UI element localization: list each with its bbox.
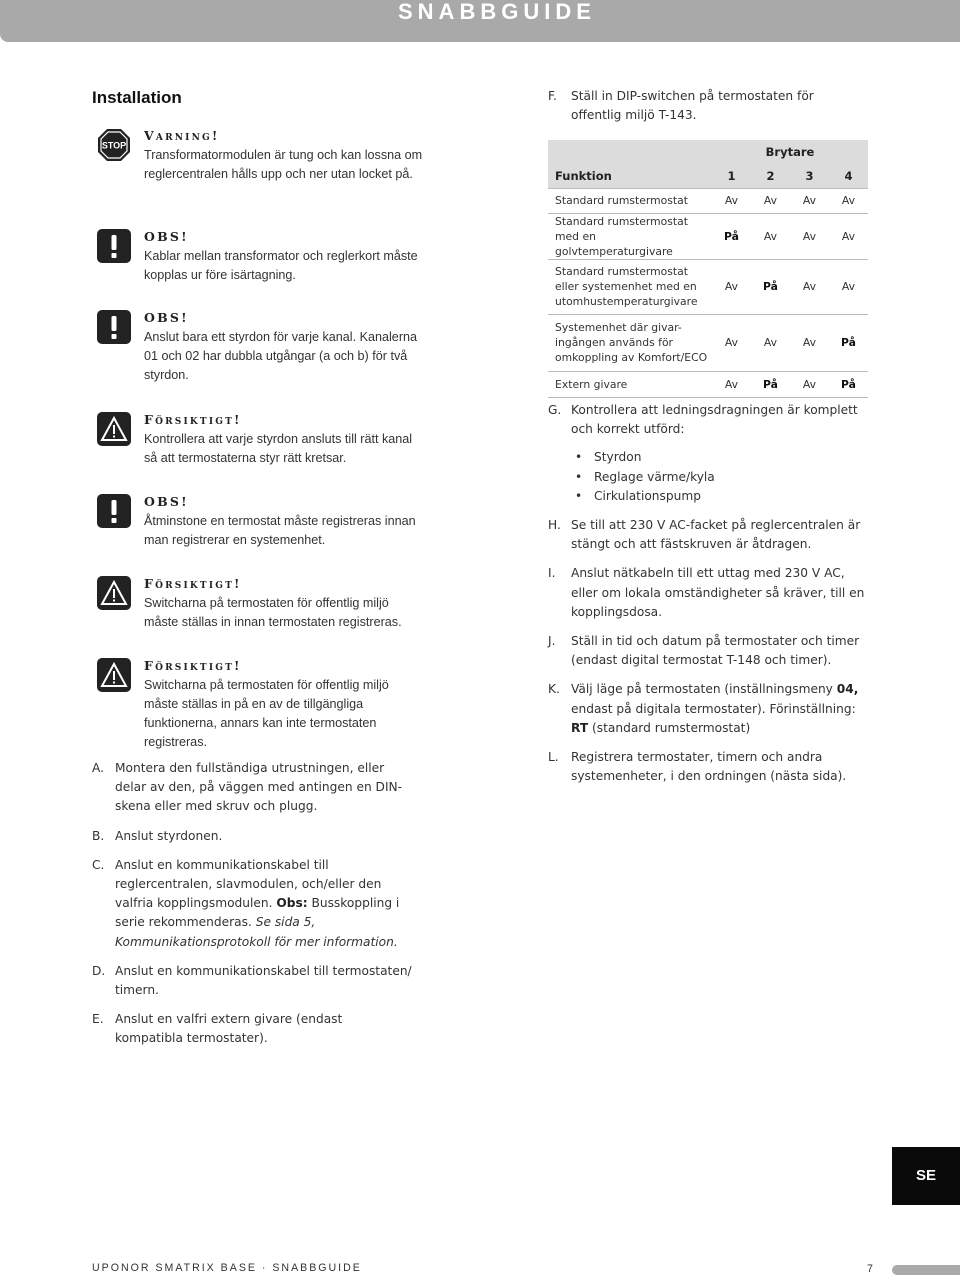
table-row bbox=[548, 188, 868, 213]
col-header: 4 bbox=[829, 164, 868, 188]
note-text: Switcharna på termostaten för offentlig miljö måste ställas in på en av de tillgängliga funktionerna, annars kan inte termostaten registreras. bbox=[144, 678, 389, 749]
exclamation-icon bbox=[97, 494, 131, 528]
cell: Av bbox=[751, 188, 790, 213]
steps-right-top bbox=[548, 87, 868, 125]
cell: På bbox=[751, 371, 790, 397]
menu-number: 04, bbox=[836, 682, 859, 697]
step-text: Ställ in DIP-switchen på termostaten för offentlig miljö T-143. bbox=[571, 89, 814, 123]
cell: Av bbox=[790, 259, 829, 314]
step-letter: C. bbox=[92, 857, 105, 872]
step-g bbox=[548, 401, 868, 506]
row-label: Systemenhet där givar-ingången används för omkoppling av Komfort/ECO bbox=[548, 314, 712, 371]
step-e bbox=[92, 1010, 414, 1048]
table-row bbox=[548, 213, 868, 259]
step-d bbox=[92, 962, 414, 1000]
step-letter: K. bbox=[548, 682, 560, 697]
step-letter: D. bbox=[92, 963, 106, 978]
col-header: 1 bbox=[712, 164, 751, 188]
page-number: 7 bbox=[867, 1263, 873, 1275]
cell: Av bbox=[712, 259, 751, 314]
row-label: Standard rumstermostat med en golvtemperaturgivare bbox=[548, 213, 712, 259]
language-tab: SE bbox=[892, 1147, 960, 1205]
step-text: Kontrollera att ledningsdragningen är komplett och korrekt utförd: bbox=[571, 403, 858, 437]
step-text: Anslut en kommunikationskabel till reglercentralen, slavmodulen, och/eller den valfria kopplingsmodulen. Obs: Busskoppling i serie rekommenderas. Se sida 5, Kommunikationsprotokoll för mer information. bbox=[115, 857, 400, 949]
cell: Av bbox=[790, 371, 829, 397]
steps-left bbox=[92, 759, 414, 1049]
dip-switch-table bbox=[548, 140, 868, 398]
step-letter: J. bbox=[548, 634, 556, 649]
row-label: Standard rumstermostat bbox=[548, 188, 712, 213]
list-item: • Reglage värme/kyla bbox=[571, 468, 868, 487]
footer-text: UPONOR SMATRIX BASE · SNABBGUIDE bbox=[92, 1262, 362, 1274]
note-text: Åtminstone en termostat måste registreras innan man registrerar en systemenhet. bbox=[144, 514, 416, 547]
table-header-row bbox=[548, 164, 868, 188]
col-header: 3 bbox=[790, 164, 829, 188]
obs-label: Obs: bbox=[276, 896, 308, 911]
cell: På bbox=[712, 213, 751, 259]
cell: På bbox=[829, 314, 868, 371]
cell: Av bbox=[829, 213, 868, 259]
steps-right bbox=[548, 401, 868, 786]
step-text: Registrera termostater, timern och andra systemenheter, i den ordningen (nästa sida). bbox=[571, 750, 847, 784]
note-text: Kontrollera att varje styrdon ansluts till rätt kanal så att termostaterna styr rätt kretsar. bbox=[144, 432, 413, 465]
note-title: Varning! bbox=[144, 128, 220, 143]
svg-text:STOP: STOP bbox=[101, 140, 127, 151]
cell: På bbox=[829, 371, 868, 397]
step-h bbox=[548, 516, 868, 554]
row-label: Extern givare bbox=[548, 371, 712, 397]
note-title: OBS! bbox=[144, 310, 189, 325]
page-tab-bar bbox=[892, 1265, 960, 1275]
brytare-header: Brytare bbox=[751, 140, 829, 164]
step-i bbox=[548, 564, 868, 622]
step-letter: B. bbox=[92, 828, 105, 843]
cell: Av bbox=[790, 188, 829, 213]
note-text: Switcharna på termostaten för offentlig miljö måste ställas in innan termostaten registreras. bbox=[144, 596, 402, 629]
cell: Av bbox=[712, 188, 751, 213]
section-title: Installation bbox=[92, 88, 182, 107]
table-row bbox=[548, 371, 868, 397]
step-b bbox=[92, 827, 414, 846]
stop-icon bbox=[97, 128, 131, 162]
header-banner bbox=[0, 0, 960, 42]
step-letter: E. bbox=[92, 1012, 104, 1027]
row-label: Standard rumstermostat eller systemenhet med en utomhustemperaturgivare bbox=[548, 259, 712, 314]
step-c bbox=[92, 856, 414, 952]
cell: Av bbox=[751, 213, 790, 259]
step-text: Anslut styrdonen. bbox=[115, 828, 223, 843]
cell: Av bbox=[829, 188, 868, 213]
step-f bbox=[548, 87, 868, 125]
reference-text: Se sida 5, Kommunikationsprotokoll för mer information. bbox=[115, 915, 398, 949]
default-mode: RT bbox=[571, 720, 589, 735]
note-title: Försiktigt! bbox=[144, 658, 242, 673]
note-title: OBS! bbox=[144, 229, 189, 244]
step-text: Se till att 230 V AC-facket på reglercentralen är stängt och att fästskruven är åtdragen. bbox=[571, 518, 861, 552]
list-item: • Styrdon bbox=[571, 448, 868, 467]
note-title: OBS! bbox=[144, 494, 189, 509]
step-letter: A. bbox=[92, 761, 104, 775]
cell: På bbox=[751, 259, 790, 314]
cell: Av bbox=[829, 259, 868, 314]
bullet-list bbox=[571, 448, 868, 506]
cell: Av bbox=[790, 213, 829, 259]
step-text: Anslut en valfri extern givare (endast kompatibla termostater). bbox=[115, 1012, 343, 1046]
col-header: 2 bbox=[751, 164, 790, 188]
step-letter: F. bbox=[548, 89, 557, 103]
note-text: Transformatormodulen är tung och kan lossna om reglercentralen hålls upp och ner utan locket på. bbox=[144, 148, 423, 181]
cell: Av bbox=[751, 314, 790, 371]
note-text: Kablar mellan transformator och reglerkort måste kopplas ur före isärtagning. bbox=[144, 249, 418, 282]
cell: Av bbox=[712, 371, 751, 397]
step-k bbox=[548, 680, 868, 738]
funktion-header: Funktion bbox=[548, 164, 712, 188]
note-title: Försiktigt! bbox=[144, 576, 242, 591]
note-title: Försiktigt! bbox=[144, 412, 242, 427]
step-text: Montera den fullständiga utrustningen, eller delar av den, på väggen med antingen en DIN-skena eller med skruv och plugg. bbox=[115, 761, 403, 814]
step-text: Ställ in tid och datum på termostater och timer (endast digital termostat T-148 och timer). bbox=[571, 634, 860, 668]
step-letter: G. bbox=[548, 403, 562, 417]
cell: Av bbox=[712, 314, 751, 371]
step-text: Välj läge på termostaten (inställningsmeny 04, endast på digitala termostater). Förinställning: RT (standard rumstermostat) bbox=[571, 682, 859, 735]
step-letter: H. bbox=[548, 518, 561, 533]
step-letter: I. bbox=[548, 566, 556, 581]
step-text: Anslut en kommunikationskabel till termostaten/ timern. bbox=[115, 963, 412, 998]
table-row bbox=[548, 259, 868, 314]
step-a bbox=[92, 759, 414, 817]
step-letter: L. bbox=[548, 750, 559, 765]
note-text: Anslut bara ett styrdon för varje kanal. Kanalerna 01 och 02 har dubbla utgångar (a och b) för två styrdon. bbox=[144, 330, 418, 382]
warning-triangle-icon bbox=[97, 576, 131, 610]
exclamation-icon bbox=[97, 310, 131, 344]
table-group-header bbox=[548, 140, 868, 164]
step-text: Anslut nätkabeln till ett uttag med 230 V AC, eller om lokala omständigheter så kräver, till en kopplingsdosa. bbox=[571, 566, 865, 619]
cell: Av bbox=[790, 314, 829, 371]
list-item: • Cirkulationspump bbox=[571, 487, 868, 506]
header-title: SNABBGUIDE bbox=[398, 0, 596, 24]
step-j bbox=[548, 632, 868, 670]
warning-triangle-icon bbox=[97, 412, 131, 446]
step-l bbox=[548, 748, 868, 786]
table-row bbox=[548, 314, 868, 371]
warning-triangle-icon bbox=[97, 658, 131, 692]
exclamation-icon bbox=[97, 229, 131, 263]
